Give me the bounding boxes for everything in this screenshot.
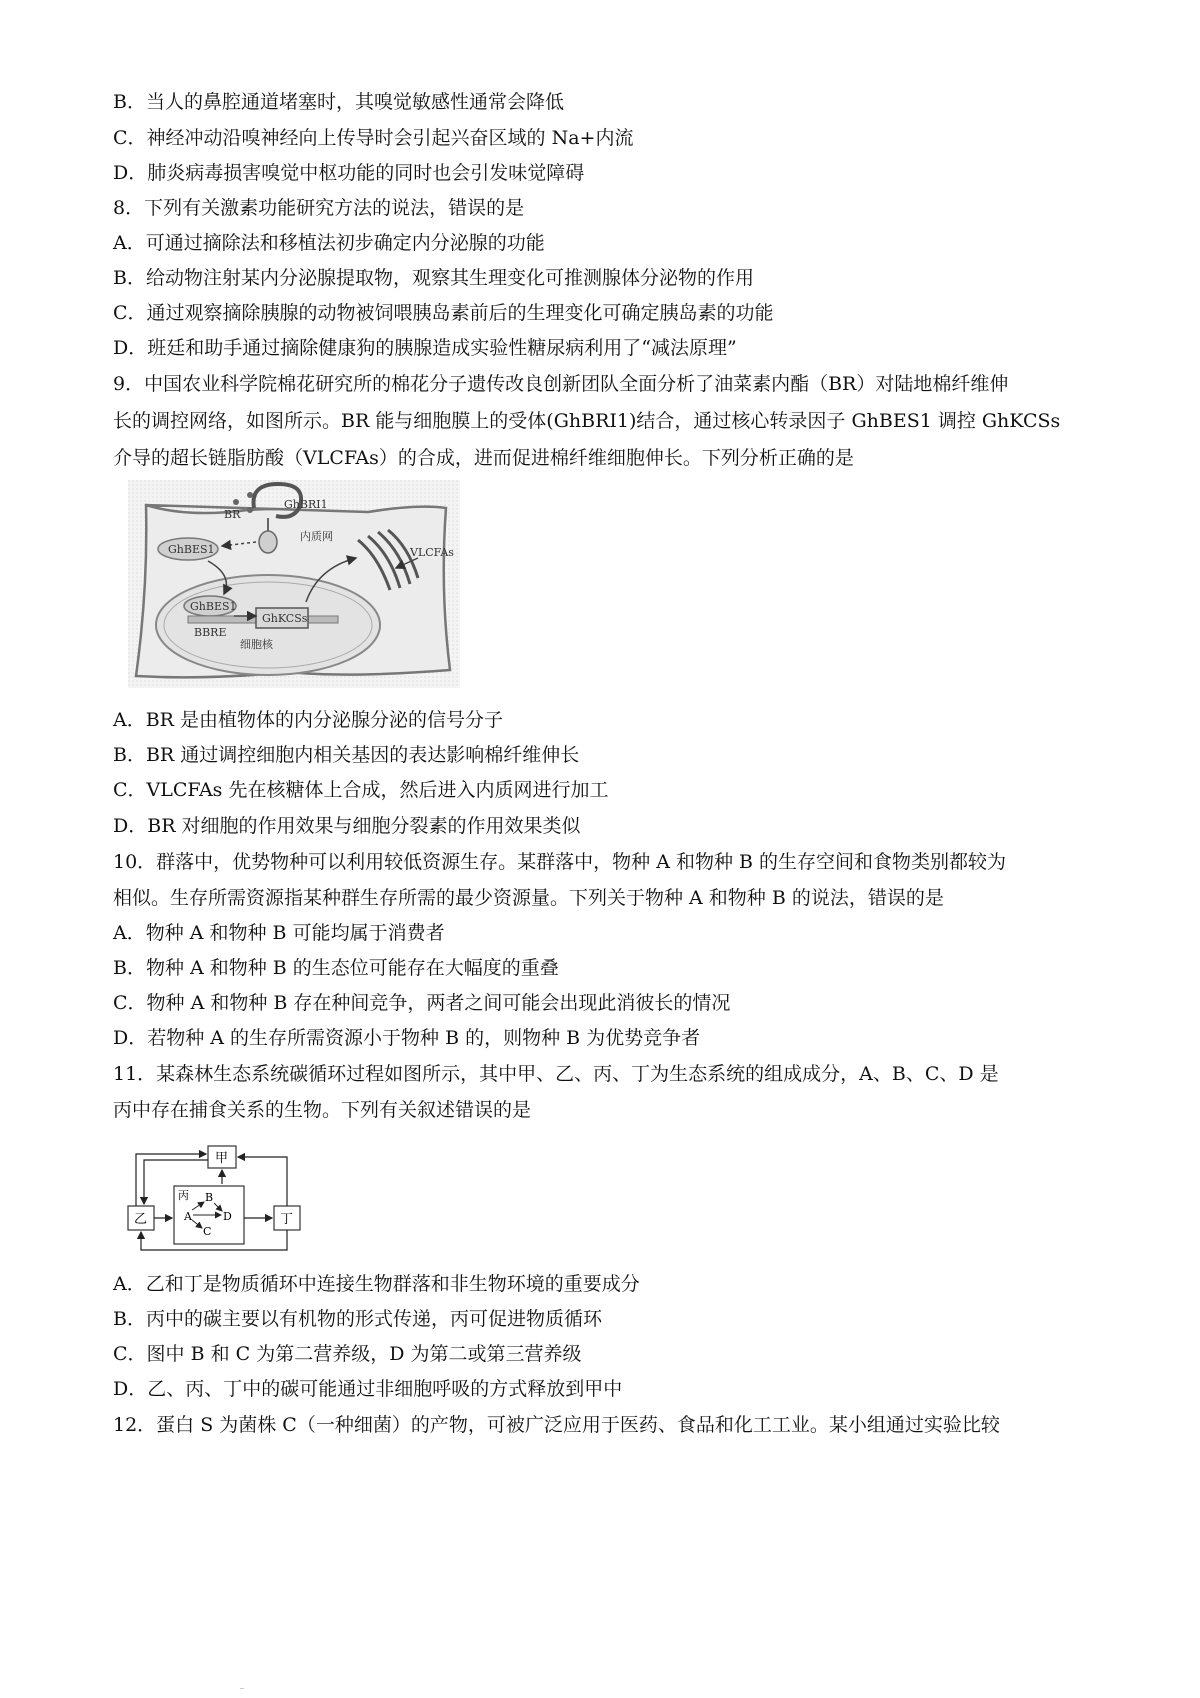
q7-option-c: C．神经冲动沿嗅神经向上传导时会引起兴奋区域的 Na+内流	[113, 127, 634, 149]
label-c: C	[203, 1225, 212, 1238]
q10-stem-line-1: 10．群落中，优势物种可以利用较低资源生存。某群落中，物种 A 和物种 B 的生存空间和食物类别都较为	[113, 851, 1007, 873]
label-br: BR	[224, 508, 241, 521]
q9-option-d: D．BR 对细胞的作用效果与细胞分裂素的作用效果类似	[113, 815, 581, 837]
q11-option-a: A．乙和丁是物质循环中连接生物群落和非生物环境的重要成分	[113, 1273, 640, 1295]
q11-option-b: B．丙中的碳主要以有机物的形式传递，丙可促进物质循环	[113, 1308, 602, 1330]
q8-option-d: D．班廷和助手通过摘除健康狗的胰腺造成实验性糖尿病利用了“减法原理”	[113, 337, 737, 359]
q11-stem-line-1: 11．某森林生态系统碳循环过程如图所示，其中甲、乙、丙、丁为生态系统的组成成分，A、B、C、D 是	[113, 1063, 999, 1085]
q10-option-d: D．若物种 A 的生存所需资源小于物种 B 的，则物种 B 为优势竞争者	[113, 1027, 701, 1049]
q10-option-b: B．物种 A 和物种 B 的生态位可能存在大幅度的重叠	[113, 957, 559, 979]
q10-option-a: A．物种 A 和物种 B 可能均属于消费者	[113, 922, 445, 944]
q9-cell-diagram	[128, 480, 460, 688]
label-ghbes1-cytoplasm: GhBES1	[168, 543, 215, 556]
q11-stem-line-2: 丙中存在捕食关系的生物。下列有关叙述错误的是	[113, 1099, 532, 1121]
label-yi: 乙	[134, 1212, 148, 1227]
q9-option-c: C．VLCFAs 先在核糖体上合成，然后进入内质网进行加工	[113, 779, 609, 801]
label-jia: 甲	[215, 1151, 229, 1166]
q9-stem-line-3: 介导的超长链脂肪酸（VLCFAs）的合成，进而促进棉纤维细胞伸长。下列分析正确的是	[113, 447, 854, 469]
label-vlcfas: VLCFAs	[410, 546, 454, 559]
label-ghbri1: GhBRI1	[284, 498, 328, 511]
label-bing: 丙	[178, 1189, 189, 1202]
label-ghkcss: GhKCSs	[262, 612, 308, 625]
label-a: A	[184, 1210, 192, 1223]
q9-option-a: A．BR 是由植物体的内分泌腺分泌的信号分子	[113, 709, 504, 731]
q12-stem-line-1: 12．蛋白 S 为菌株 C（一种细菌）的产物，可被广泛应用于医药、食品和化工工业。某小组通过实验比较	[113, 1414, 1000, 1436]
q11-option-c: C．图中 B 和 C 为第二营养级，D 为第二或第三营养级	[113, 1343, 582, 1365]
label-er: 内质网	[300, 530, 333, 543]
q8-option-b: B．给动物注射某内分泌腺提取物，观察其生理变化可推测腺体分泌物的作用	[113, 267, 754, 289]
arrow-ding-jia	[238, 1157, 287, 1206]
q8-stem: 8．下列有关激素功能研究方法的说法，错误的是	[113, 197, 525, 219]
q9-option-b: B．BR 通过调控细胞内相关基因的表达影响棉纤维伸长	[113, 744, 580, 766]
q7-option-b: B．当人的鼻腔通道堵塞时，其嗅觉敏感性通常会降低	[113, 91, 564, 113]
label-nucleus: 细胞核	[240, 638, 273, 651]
label-ding: 丁	[280, 1212, 294, 1227]
q8-option-c: C．通过观察摘除胰腺的动物被饲喂胰岛素前后的生理变化可确定胰岛素的功能	[113, 302, 774, 324]
q11-option-d: D．乙、丙、丁中的碳可能通过非细胞呼吸的方式释放到甲中	[113, 1378, 623, 1400]
q7-option-d: D．肺炎病毒损害嗅觉中枢功能的同时也会引发味觉障碍	[113, 162, 585, 184]
q9-stem-line-1: 9．中国农业科学院棉花研究所的棉花分子遗传改良创新团队全面分析了油菜素内酯（BR）对陆地棉纤维伸	[113, 373, 1009, 395]
label-d: D	[223, 1210, 232, 1223]
scan-dot	[240, 1688, 244, 1689]
q10-option-c: C．物种 A 和物种 B 存在种间竞争，两者之间可能会出现此消彼长的情况	[113, 992, 731, 1014]
label-bbre: BBRE	[194, 626, 227, 639]
label-b: B	[205, 1191, 214, 1204]
q10-stem-line-2: 相似。生存所需资源指某种群生存所需的最少资源量。下列关于物种 A 和物种 B 的说法，错误的是	[113, 887, 944, 909]
q8-option-a: A．可通过摘除法和移植法初步确定内分泌腺的功能	[113, 232, 545, 254]
q9-stem-line-2: 长的调控网络，如图所示。BR 能与细胞膜上的受体(GhBRI1)结合，通过核心转录因子 GhBES1 调控 GhKCSs	[113, 410, 1061, 432]
label-ghbes1-nucleus: GhBES1	[190, 600, 237, 613]
q11-carbon-cycle-diagram	[126, 1144, 322, 1256]
